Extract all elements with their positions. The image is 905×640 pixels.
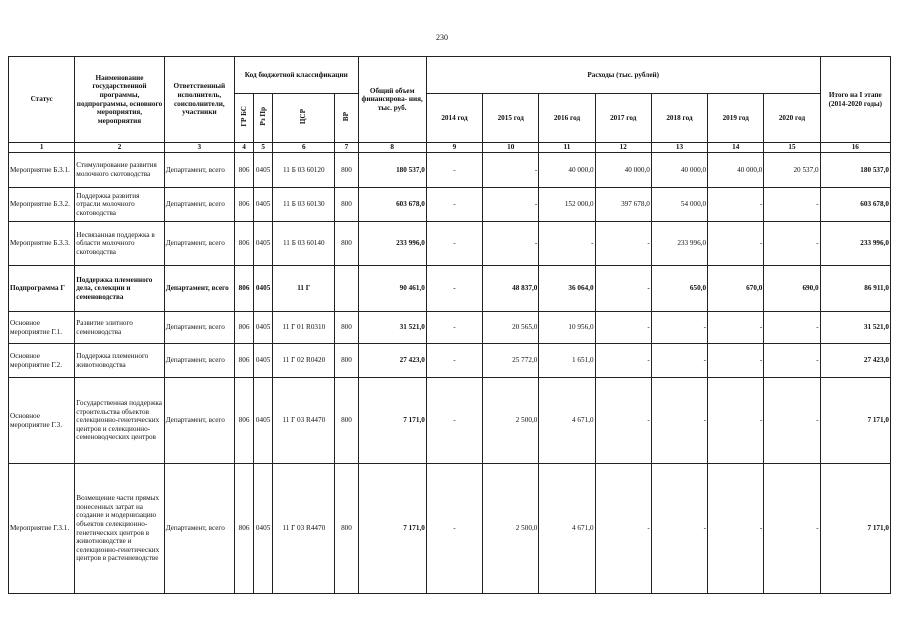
header-year: 2017 год xyxy=(595,94,651,143)
row-rzpr: 0405 xyxy=(254,464,273,594)
row-year-value: - xyxy=(483,153,539,188)
row-responsible: Департамент, всего xyxy=(164,222,234,266)
row-csr: 11 Г 03 R4470 xyxy=(273,378,335,464)
row-year-value: 397 678,0 xyxy=(595,188,651,222)
header-expenses: Расходы (тыс. рублей) xyxy=(426,57,820,94)
column-number: 12 xyxy=(595,143,651,153)
row-year-value: - xyxy=(764,312,820,344)
row-year-value: - xyxy=(708,222,764,266)
row-rzpr: 0405 xyxy=(254,222,273,266)
row-total: 7 171,0 xyxy=(358,464,426,594)
row-grbs: 806 xyxy=(235,344,254,378)
column-number: 5 xyxy=(254,143,273,153)
row-year-value: 48 837,0 xyxy=(483,266,539,312)
row-year-value: 2 500,0 xyxy=(483,464,539,594)
row-year-value: - xyxy=(595,222,651,266)
column-number: 10 xyxy=(483,143,539,153)
row-year-value: 20 537,0 xyxy=(764,153,820,188)
row-status: Мероприятие Г.3.1. xyxy=(9,464,75,594)
row-total: 7 171,0 xyxy=(358,378,426,464)
row-stage-total: 27 423,0 xyxy=(820,344,890,378)
budget-table xyxy=(8,56,891,594)
row-responsible: Департамент, всего xyxy=(164,464,234,594)
row-stage-total: 86 911,0 xyxy=(820,266,890,312)
row-vr: 800 xyxy=(335,378,358,464)
row-year-value: 40 000,0 xyxy=(539,153,595,188)
row-year-value: - xyxy=(708,312,764,344)
column-number: 4 xyxy=(235,143,254,153)
header-grbs: ГР БС xyxy=(235,94,254,143)
header-budget-code: Код бюджетной классификации xyxy=(235,57,359,94)
row-csr: 11 Б 03 60120 xyxy=(273,153,335,188)
row-year-value: 650,0 xyxy=(651,266,707,312)
row-status: Основное мероприятие Г.3. xyxy=(9,378,75,464)
row-year-value: - xyxy=(708,344,764,378)
row-responsible: Департамент, всего xyxy=(164,344,234,378)
header-stage-total: Итого на I этапе (2014-2020 годы) xyxy=(820,57,890,143)
row-csr: 11 Г 03 R4470 xyxy=(273,464,335,594)
row-year-value: - xyxy=(595,312,651,344)
row-year-value: - xyxy=(483,222,539,266)
row-year-value: - xyxy=(483,188,539,222)
row-year-value: 40 000,0 xyxy=(651,153,707,188)
column-numbers-row xyxy=(9,143,891,153)
row-year-value: - xyxy=(651,378,707,464)
row-vr: 800 xyxy=(335,188,358,222)
row-total: 603 678,0 xyxy=(358,188,426,222)
page-number: 230 xyxy=(436,33,448,42)
row-year-value: - xyxy=(426,312,482,344)
row-year-value: - xyxy=(426,344,482,378)
row-year-value: - xyxy=(764,344,820,378)
row-year-value: - xyxy=(595,378,651,464)
row-rzpr: 0405 xyxy=(254,344,273,378)
row-rzpr: 0405 xyxy=(254,188,273,222)
row-grbs: 806 xyxy=(235,464,254,594)
column-number: 11 xyxy=(539,143,595,153)
row-year-value: - xyxy=(764,464,820,594)
row-csr: 11 Б 03 60140 xyxy=(273,222,335,266)
row-name: Поддержка развития отрасли молочного скотоводства xyxy=(75,188,164,222)
row-responsible: Департамент, всего xyxy=(164,266,234,312)
row-year-value: - xyxy=(708,464,764,594)
row-year-value: 152 000,0 xyxy=(539,188,595,222)
row-vr: 800 xyxy=(335,344,358,378)
row-year-value: - xyxy=(426,266,482,312)
column-number: 16 xyxy=(820,143,890,153)
row-status: Мероприятие Б.3.3. xyxy=(9,222,75,266)
column-number: 9 xyxy=(426,143,482,153)
row-year-value: 40 000,0 xyxy=(595,153,651,188)
column-number: 8 xyxy=(358,143,426,153)
row-stage-total: 7 171,0 xyxy=(820,378,890,464)
row-year-value: - xyxy=(651,312,707,344)
column-number: 2 xyxy=(75,143,164,153)
row-year-value: - xyxy=(595,464,651,594)
row-year-value: - xyxy=(426,464,482,594)
table-row xyxy=(9,378,891,464)
row-status: Основное мероприятие Г.1. xyxy=(9,312,75,344)
row-stage-total: 233 996,0 xyxy=(820,222,890,266)
header-year: 2019 год xyxy=(708,94,764,143)
row-year-value: - xyxy=(708,188,764,222)
row-year-value: - xyxy=(651,464,707,594)
row-status: Основное мероприятие Г.2. xyxy=(9,344,75,378)
row-year-value: 25 772,0 xyxy=(483,344,539,378)
row-grbs: 806 xyxy=(235,188,254,222)
row-status: Подпрограмма Г xyxy=(9,266,75,312)
header-csr: ЦСР xyxy=(273,94,335,143)
row-year-value: - xyxy=(595,266,651,312)
header-responsible: Ответственный исполнитель, соисполнители, участники xyxy=(164,57,234,143)
row-rzpr: 0405 xyxy=(254,378,273,464)
row-year-value: - xyxy=(764,378,820,464)
row-rzpr: 0405 xyxy=(254,266,273,312)
row-csr: 11 Г xyxy=(273,266,335,312)
row-rzpr: 0405 xyxy=(254,153,273,188)
row-status: Мероприятие Б.3.2. xyxy=(9,188,75,222)
row-grbs: 806 xyxy=(235,312,254,344)
row-year-value: 4 671,0 xyxy=(539,464,595,594)
header-rzpr: Рз Пр xyxy=(254,94,273,143)
row-year-value: 54 000,0 xyxy=(651,188,707,222)
row-year-value: 690,0 xyxy=(764,266,820,312)
table-row xyxy=(9,312,891,344)
header-name: Наименование государственной программы, подпрограммы, основного мероприятия, мероприятия xyxy=(75,57,164,143)
row-vr: 800 xyxy=(335,222,358,266)
row-year-value: - xyxy=(426,378,482,464)
row-year-value: 4 671,0 xyxy=(539,378,595,464)
row-vr: 800 xyxy=(335,464,358,594)
row-vr: 800 xyxy=(335,312,358,344)
row-total: 27 423,0 xyxy=(358,344,426,378)
row-rzpr: 0405 xyxy=(254,312,273,344)
row-year-value: 1 651,0 xyxy=(539,344,595,378)
row-vr: 800 xyxy=(335,153,358,188)
row-grbs: 806 xyxy=(235,266,254,312)
row-responsible: Департамент, всего xyxy=(164,188,234,222)
column-number: 7 xyxy=(335,143,358,153)
row-year-value: - xyxy=(651,344,707,378)
row-name: Поддержка племенного животноводства xyxy=(75,344,164,378)
row-status: Мероприятие Б.3.1. xyxy=(9,153,75,188)
row-stage-total: 180 537,0 xyxy=(820,153,890,188)
row-name: Поддержка племенного дела, селекции и семеноводства xyxy=(75,266,164,312)
row-year-value: - xyxy=(426,188,482,222)
column-number: 3 xyxy=(164,143,234,153)
header-status: Статус xyxy=(9,57,75,143)
row-name: Возмещение части прямых понесенных затрат на создание и модернизацию объектов селекционно-генетических центров в животноводстве и селекционно-генетических центров в растениеводстве xyxy=(75,464,164,594)
table-row xyxy=(9,153,891,188)
row-stage-total: 31 521,0 xyxy=(820,312,890,344)
row-year-value: 2 500,0 xyxy=(483,378,539,464)
row-grbs: 806 xyxy=(235,153,254,188)
row-year-value: 36 064,0 xyxy=(539,266,595,312)
row-year-value: - xyxy=(426,222,482,266)
row-name: Развитие элитного семеноводства xyxy=(75,312,164,344)
row-year-value: - xyxy=(539,222,595,266)
table-row xyxy=(9,266,891,312)
row-name: Государственная поддержка строительства объектов селекционно-генетических центров и селекционно-семеноводческих центров xyxy=(75,378,164,464)
row-grbs: 806 xyxy=(235,378,254,464)
table-row xyxy=(9,188,891,222)
table-row xyxy=(9,222,891,266)
row-csr: 11 Б 03 60130 xyxy=(273,188,335,222)
row-year-value: 233 996,0 xyxy=(651,222,707,266)
column-number: 6 xyxy=(273,143,335,153)
row-total: 180 537,0 xyxy=(358,153,426,188)
row-responsible: Департамент, всего xyxy=(164,153,234,188)
row-name: Несвязанная поддержка в области молочного скотоводства xyxy=(75,222,164,266)
row-csr: 11 Г 02 R0420 xyxy=(273,344,335,378)
row-year-value: - xyxy=(595,344,651,378)
row-year-value: 20 565,0 xyxy=(483,312,539,344)
row-total: 233 996,0 xyxy=(358,222,426,266)
header-year: 2014 год xyxy=(426,94,482,143)
column-number: 14 xyxy=(708,143,764,153)
row-stage-total: 603 678,0 xyxy=(820,188,890,222)
column-number: 1 xyxy=(9,143,75,153)
row-csr: 11 Г 01 R0310 xyxy=(273,312,335,344)
row-year-value: - xyxy=(708,378,764,464)
column-number: 13 xyxy=(651,143,707,153)
row-year-value: 670,0 xyxy=(708,266,764,312)
row-grbs: 806 xyxy=(235,222,254,266)
row-year-value: - xyxy=(764,188,820,222)
row-year-value: - xyxy=(426,153,482,188)
row-responsible: Департамент, всего xyxy=(164,312,234,344)
header-year: 2016 год xyxy=(539,94,595,143)
row-name: Стимулирование развития молочного скотоводства xyxy=(75,153,164,188)
header-total-volume: Общий объем финансирова- ния, тыс. руб. xyxy=(358,57,426,143)
header-year: 2015 год xyxy=(483,94,539,143)
table-row xyxy=(9,344,891,378)
column-number: 15 xyxy=(764,143,820,153)
row-total: 31 521,0 xyxy=(358,312,426,344)
table-row xyxy=(9,464,891,594)
header-year: 2018 год xyxy=(651,94,707,143)
row-stage-total: 7 171,0 xyxy=(820,464,890,594)
header-vr: ВР xyxy=(335,94,358,143)
row-total: 90 461,0 xyxy=(358,266,426,312)
row-year-value: - xyxy=(764,222,820,266)
row-year-value: 10 956,0 xyxy=(539,312,595,344)
row-year-value: 40 000,0 xyxy=(708,153,764,188)
row-vr xyxy=(335,266,358,312)
row-responsible: Департамент, всего xyxy=(164,378,234,464)
header-year: 2020 год xyxy=(764,94,820,143)
